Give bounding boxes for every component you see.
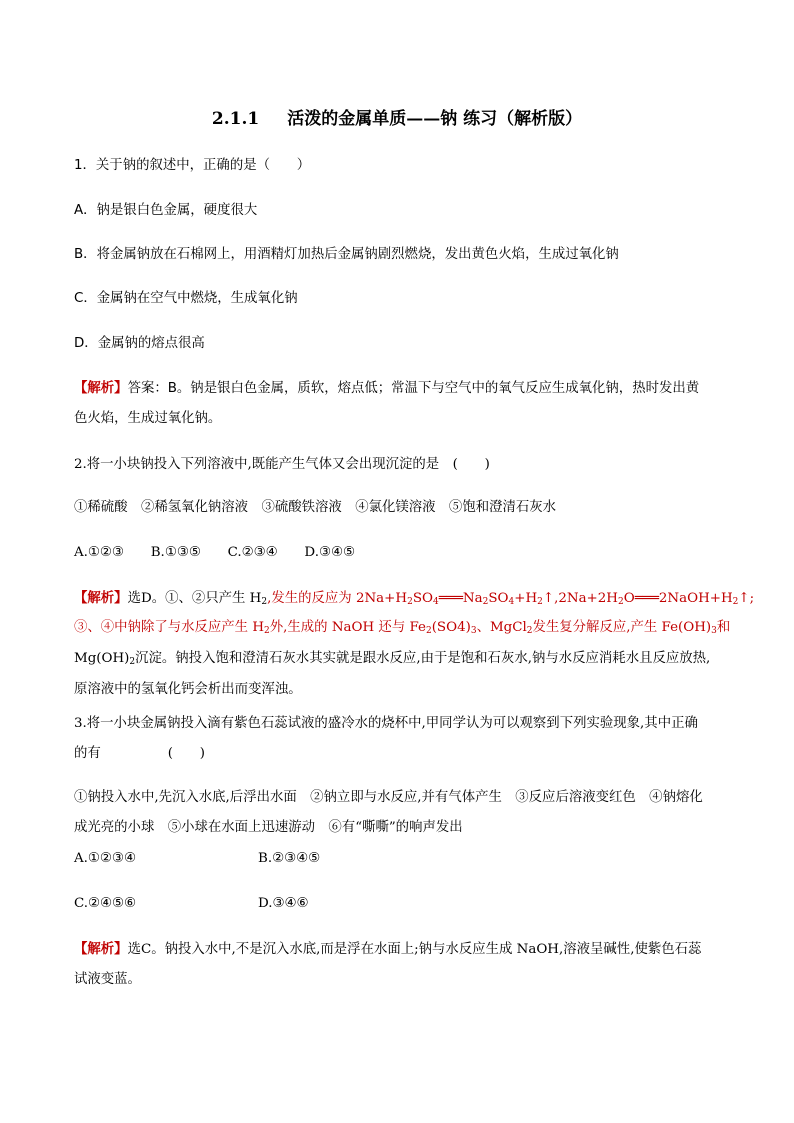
q2-stem: 2.将一小块钠投入下列溶液中,既能产生气体又会出现沉淀的是 ( ) [74,457,490,472]
q1-stem: 1．关于钠的叙述中，正确的是（ ） [74,158,311,173]
q3-options-row-2 [74,894,734,914]
q3-option-a: A.①②③④ [74,851,136,866]
q3-options-row-1 [74,849,734,869]
q3-option-b: B.②③④⑤ [258,851,321,866]
analysis-tag: 【解析】 [74,590,128,606]
page-title [0,104,794,129]
q3-analysis-line-2: 试液变蓝。 [74,972,141,987]
analysis-tag: 【解析】 [74,941,128,957]
analysis-tag: 【解析】 [74,381,128,396]
q3-items-line-1: ①钠投入水中,先沉入水底,后浮出水面 ②钠立即与水反应,并有气体产生 ③反应后溶液变红色 ④钠熔化 [74,790,703,805]
q3-items-line-2: 成光亮的小球 ⑤小球在水面上迅速游动 ⑥有“嘶嘶”的响声发出 [74,820,463,835]
q3-analysis-line-1: 【解析】选C。钠投入水中,不是沉入水底,而是浮在水面上;钠与水反应生成 NaOH,溶液呈碱性,使紫色石蕊 [74,941,702,957]
q3-stem-line-1: 3.将一小块金属钠投入滴有紫色石蕊试液的盛冷水的烧杯中,甲同学认为可以观察到下列实验现象,其中正确 [74,716,698,731]
q2-analysis-line-3: $Mg(OH)_2$沉淀。钠投入饱和澄清石灰水其实就是跟水反应,由于是饱和石灰水,钠与水反应消耗水且反应放热, [74,651,711,667]
q2-analysis-line-4: 原溶液中的氢氧化钙会析出而变浑浊。 [74,682,302,697]
q1-option-c: C．金属钠在空气中燃烧，生成氧化钠 [74,291,298,306]
q1-option-d: D．金属钠的熔点很高 [74,336,205,351]
q3-option-c: C.②④⑤⑥ [74,896,137,911]
q1-analysis-line-1: 【解析】答案：B。钠是银白色金属，质软，熔点低；常温下与空气中的氧气反应生成氧化钠，热时发出黄 [74,381,700,396]
q1-option-b: B．将金属钠放在石棉网上，用酒精灯加热后金属钠剧烈燃烧，发出黄色火焰，生成过氧化钠 [74,247,619,262]
q3-stem-line-2: 的有 ( ) [74,746,205,761]
q2-options: A.①②③ B.①③⑤ C.②③④ D.③④⑤ [74,545,355,560]
q2-analysis-line-2: ③、④中钠除了与水反应产生 $H_2$外,生成的 NaOH 还与 $Fe_2(SO4)_3$、MgCl$_2$发生复分解反应,产生 $Fe(OH)_3$和 [74,620,731,636]
title-text: 活泼的金属单质——钠 练习（解析版） [287,109,583,129]
q2-items: ①稀硫酸 ②稀氢氧化钠溶液 ③硫酸铁溶液 ④氯化镁溶液 ⑤饱和澄清石灰水 [74,500,557,515]
q2-analysis-line-1: 【解析】选D。①、②只产生 $H_2$,发生的反应为 $2Na+H_2SO_4═══Na_2SO_4+H_2↑,2Na+2H_2O═══2NaOH+H_2↑$; [74,590,755,607]
q3-option-d: D.③④⑥ [258,896,309,911]
title-number: 2.1.1 [211,109,260,129]
q1-analysis-line-2: 色火焰，生成过氧化钠。 [74,411,222,426]
q1-option-a: A．钠是银白色金属，硬度很大 [74,203,258,218]
